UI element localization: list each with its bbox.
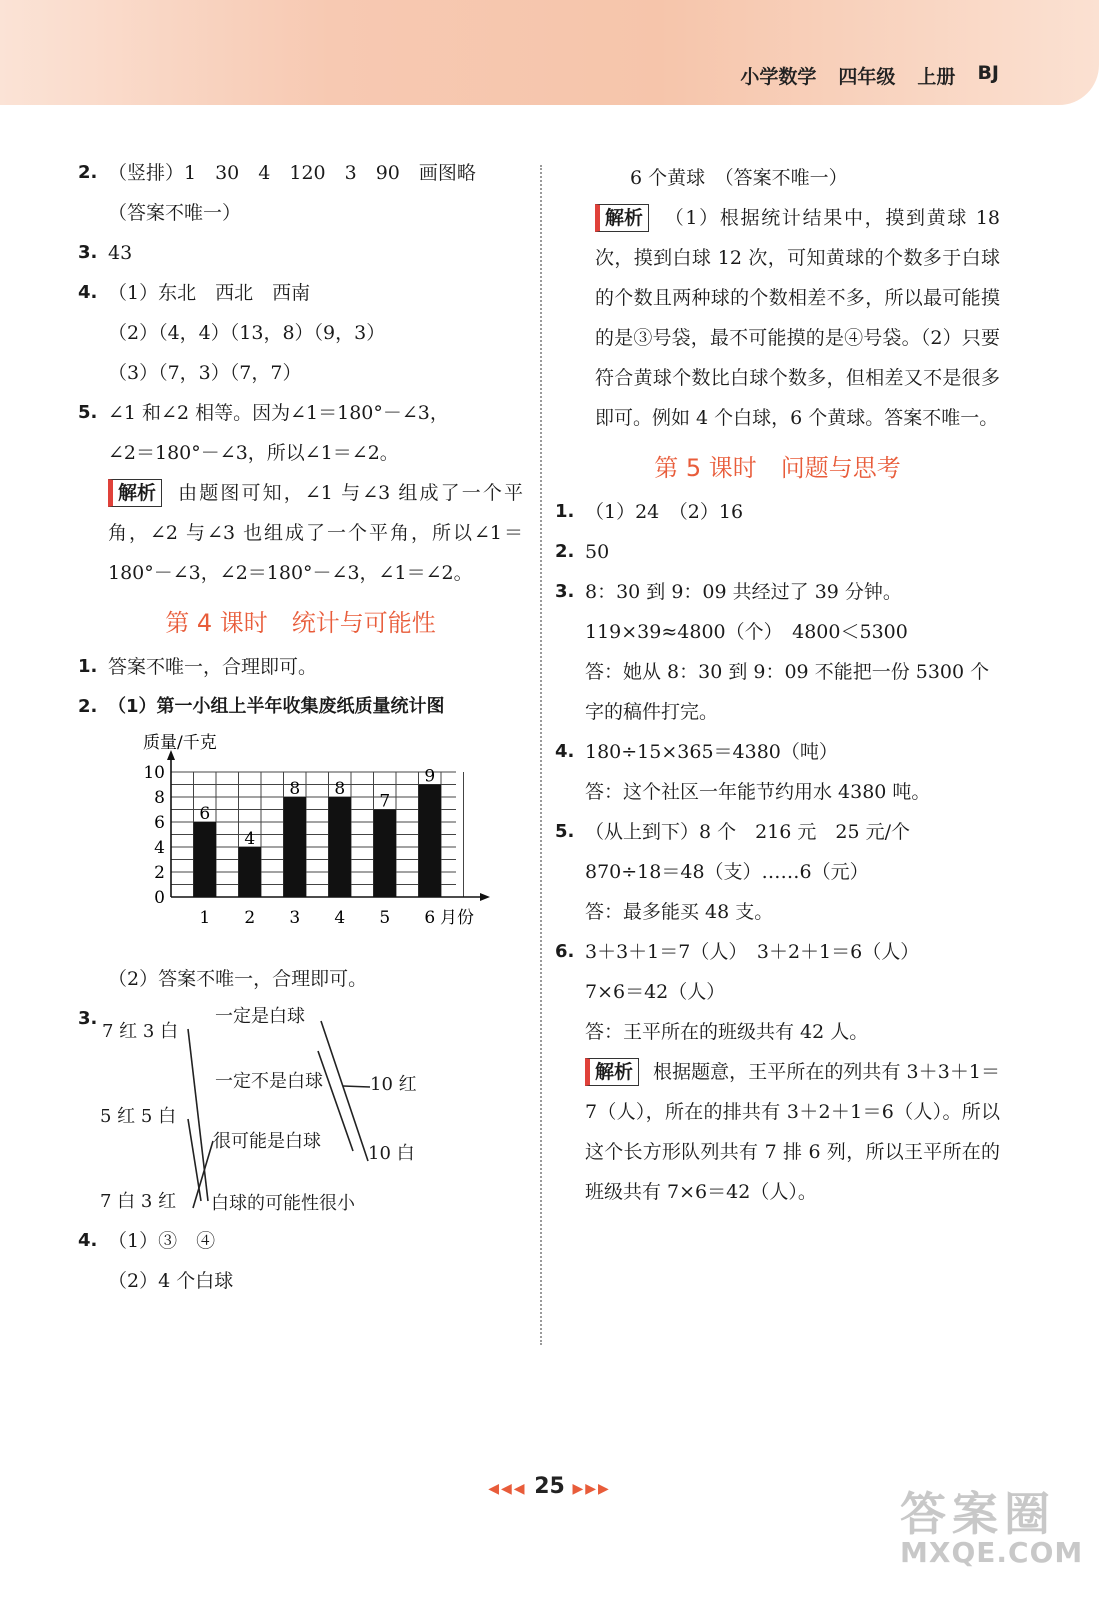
explanation-badge: 解析 — [595, 204, 649, 232]
bar-chart-svg — [78, 727, 523, 959]
possibility-label: 一定不是白球 — [215, 1071, 323, 1092]
bag-contents-label: 10 白 — [368, 1143, 415, 1164]
answer-text: （1）③ ④ — [108, 1230, 216, 1252]
answer-number: 2. — [555, 541, 575, 562]
x-tick-label: 2 — [244, 908, 256, 928]
left-column — [78, 153, 523, 1301]
y-tick-label: 4 — [154, 838, 165, 858]
answer-text: ∠1 和∠2 相等。因为∠1＝180°－∠3， — [108, 402, 449, 424]
answer-number: 1. — [555, 501, 575, 522]
answer-number: 3. — [78, 1008, 98, 1029]
lesson4-answer-4 — [78, 1221, 523, 1261]
answer-number: 2. — [78, 696, 98, 717]
explanation-block — [555, 198, 1000, 438]
page-number-text: 25 — [534, 1474, 565, 1499]
right-column — [555, 158, 1000, 1212]
lesson5-answer-2 — [555, 532, 1000, 572]
answer-text: （竖排）1 30 4 120 3 90 画图略 — [108, 162, 476, 184]
possibility-label: 一定是白球 — [215, 1006, 305, 1027]
explanation-block — [78, 473, 523, 593]
answer-text: （从上到下）8 个 216 元 25 元/个 — [585, 821, 911, 843]
watermark-logo — [900, 1478, 1083, 1569]
x-tick-label: 3 — [289, 908, 301, 928]
x-tick-label: 6 — [424, 908, 436, 928]
answer-3 — [78, 233, 523, 273]
answer-number: 4. — [78, 1230, 98, 1251]
answer-number: 5. — [78, 402, 98, 423]
answer-number: 3. — [555, 581, 575, 602]
watermark-text: 答案圈 — [900, 1487, 1056, 1541]
explanation-badge: 解析 — [585, 1058, 639, 1086]
answer-text: 119×39≈4800（个） 4800＜5300 — [585, 621, 908, 643]
book-header — [740, 62, 999, 89]
y-tick-label: 10 — [143, 763, 165, 783]
bar-value-label: 4 — [244, 829, 256, 849]
column-divider — [540, 165, 542, 1345]
explanation-text: （1）根据统计结果中，摸到黄球 18 次，摸到白球 12 次，可知黄球的个数多于白球的个数且两种球的个数相差不多，所以最可能摸的是③号袋，最不可能摸的是④号袋。（2）只要符合黄球个数比白球个数多，但相差又不是很多即可。例如 4 个白球，6 个黄球。答案不唯一。 — [595, 207, 1000, 429]
lesson4-answer-1 — [78, 647, 523, 687]
answer-text: （2）4 个白球 — [108, 1270, 234, 1292]
explanation-block — [555, 1052, 1000, 1212]
explanation-text: 根据题意，王平所在的列共有 3＋3＋1＝7（人），所在的排共有 3＋2＋1＝6（人）。所以这个长方形队列共有 7 排 6 列，所以王平所在的班级共有 7×6＝42（人）。 — [585, 1061, 1000, 1203]
lesson5-answer-3 — [555, 572, 1000, 612]
bag-contents-label: 10 红 — [370, 1074, 417, 1095]
answer-5 — [78, 393, 523, 433]
answer-text: （1）24 （2）16 — [585, 501, 744, 523]
answer-text: 答：王平所在的班级共有 42 人。 — [585, 1021, 869, 1043]
answer-text: ∠2＝180°－∠3，所以∠1＝∠2。 — [108, 442, 399, 464]
answer-text: 7×6＝42（人） — [585, 981, 726, 1003]
bar-value-label: 9 — [424, 766, 436, 787]
y-tick-label: 6 — [154, 813, 165, 833]
answer-number: 6. — [555, 941, 575, 962]
lesson5-answer-4 — [555, 732, 1000, 772]
bag-label: 7 红 3 白 — [102, 1021, 179, 1042]
answer-number: 2. — [78, 162, 98, 183]
x-tick-label: 4 — [334, 908, 346, 928]
bar-chart — [78, 727, 523, 959]
header-volume: 上册 — [917, 66, 956, 88]
answer-number: 4. — [555, 741, 575, 762]
answer-text: 50 — [585, 541, 610, 563]
answer-text: 3＋3＋1＝7（人） 3＋2＋1＝6（人） — [585, 941, 920, 963]
section-title-lesson-5: 第 5 课时 问题与思考 — [654, 454, 901, 482]
left-arrows-icon: ◀◀◀ — [488, 1481, 527, 1497]
right-arrows-icon: ▶▶▶ — [572, 1481, 611, 1497]
answer-text: 答：她从 8：30 到 9：09 不能把一份 5300 个字的稿件打完。 — [585, 661, 990, 723]
continued-answer: 6 个黄球 （答案不唯一） — [630, 167, 848, 189]
y-tick-label: 0 — [154, 888, 165, 908]
y-tick-label: 8 — [154, 788, 165, 808]
answer-text: 43 — [108, 242, 133, 264]
possibility-label: 白球的可能性很小 — [211, 1193, 355, 1214]
answer-text: 180÷15×365＝4380（吨） — [585, 741, 838, 763]
bar — [419, 785, 442, 898]
header-grade: 四年级 — [838, 66, 896, 88]
answer-text: 答：最多能买 48 支。 — [585, 901, 774, 923]
bar-value-label: 6 — [199, 804, 211, 824]
section-title-lesson-4: 第 4 课时 统计与可能性 — [165, 609, 436, 637]
chart-caption: （1）第一小组上半年收集废纸质量统计图 — [108, 696, 445, 717]
bar — [239, 847, 262, 897]
answer-text: 8：30 到 9：09 共经过了 39 分钟。 — [585, 581, 902, 603]
bar-value-label: 8 — [334, 779, 346, 799]
bar-value-label: 8 — [289, 779, 301, 799]
matching-diagram — [78, 1001, 523, 1221]
x-tick-label: 1 — [199, 908, 211, 928]
answer-text: 870÷18＝48（支）……6（元） — [585, 861, 869, 883]
x-axis-label: 月份 — [440, 908, 474, 928]
bar-value-label: 7 — [379, 791, 391, 812]
header-subject: 小学数学 — [740, 66, 817, 88]
bag-label: 7 白 3 红 — [100, 1191, 177, 1212]
answer-2 — [78, 153, 523, 193]
answer-number: 3. — [78, 242, 98, 263]
answer-text: 答：这个社区一年能节约用水 4380 吨。 — [585, 781, 931, 803]
bar — [194, 822, 217, 897]
explanation-badge: 解析 — [108, 479, 162, 507]
bar — [284, 797, 307, 897]
answer-text: （答案不唯一） — [108, 202, 242, 224]
header-edition: BJ — [977, 62, 999, 84]
answer-text: （2）答案不唯一，合理即可。 — [108, 968, 368, 990]
answer-4 — [78, 273, 523, 313]
explanation-text: 由题图可知，∠1 与∠3 组成了一个平角，∠2 与∠3 也组成了一个平角，所以∠1＝180°－∠3，∠2＝180°－∠3，∠1＝∠2。 — [108, 482, 523, 584]
bag-label: 5 红 5 白 — [100, 1106, 177, 1127]
header-band — [0, 0, 1099, 105]
answer-text: （2）（4，4）（13，8）（9，3） — [108, 322, 386, 344]
lesson5-answer-1 — [555, 492, 1000, 532]
answer-number: 4. — [78, 282, 98, 303]
x-axis-arrow — [480, 893, 490, 901]
y-tick-label: 2 — [154, 863, 165, 883]
answer-text: （1）东北 西北 西南 — [108, 282, 311, 304]
answer-number: 5. — [555, 821, 575, 842]
answer-text: （3）（7，3）（7，7） — [108, 362, 302, 384]
lesson4-answer-2 — [78, 687, 523, 727]
bar — [329, 797, 352, 897]
bar — [374, 810, 397, 898]
y-axis-label: 质量/千克 — [143, 733, 217, 753]
possibility-label: 很可能是白球 — [213, 1131, 321, 1152]
watermark-url: MXQE.COM — [900, 1536, 1084, 1569]
answer-text: 答案不唯一，合理即可。 — [108, 656, 318, 678]
lesson5-answer-5 — [555, 812, 1000, 852]
lesson5-answer-6 — [555, 932, 1000, 972]
x-tick-label: 5 — [379, 908, 391, 928]
answer-number: 1. — [78, 656, 98, 677]
